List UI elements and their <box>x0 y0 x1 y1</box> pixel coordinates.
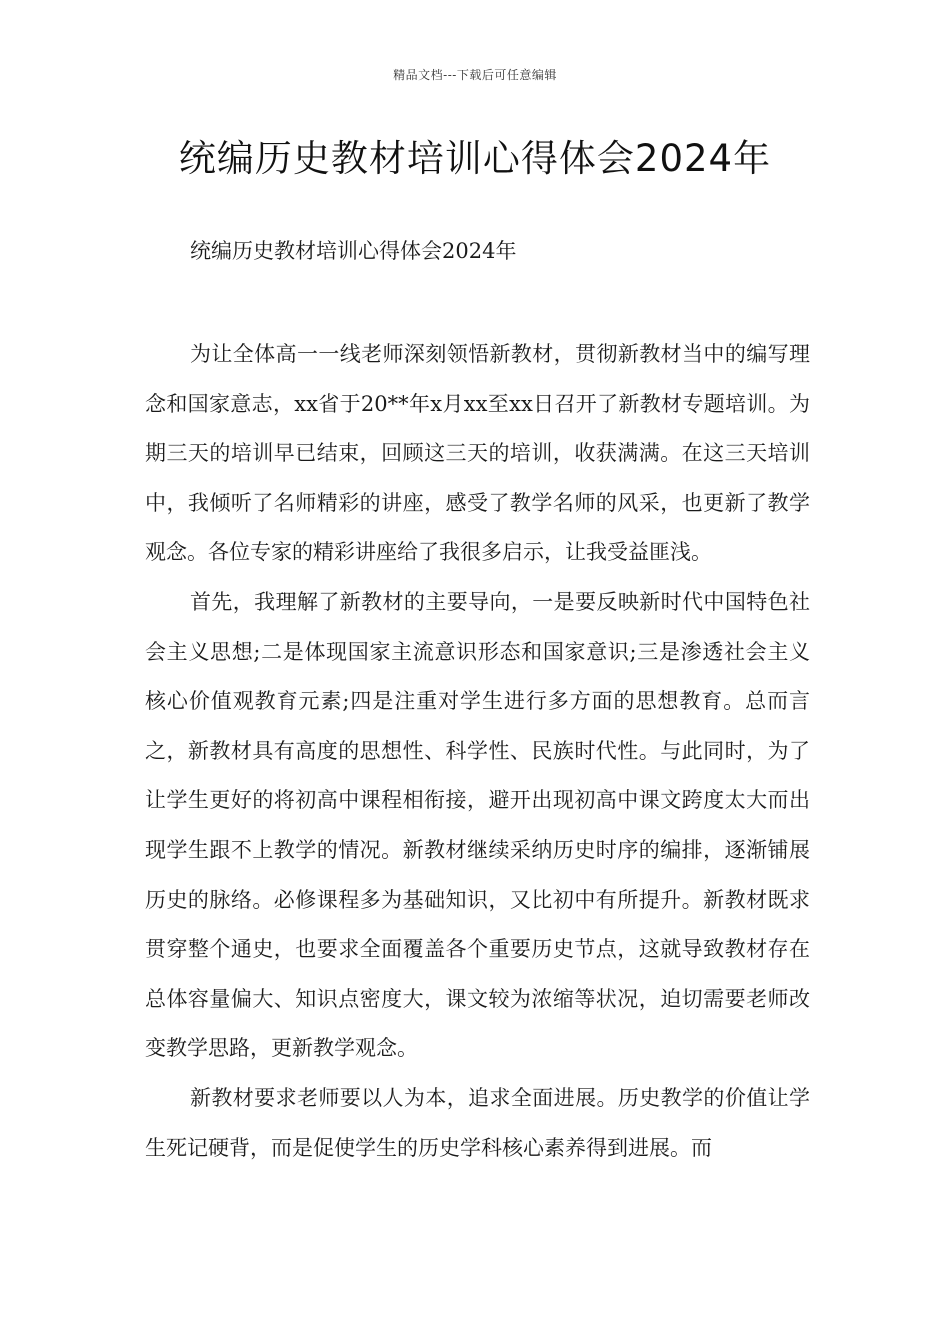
paragraph-first-point: 首先，我理解了新教材的主要导向，一是要反映新时代中国特色社会主义思想;二是体现国家主流意识形态和国家意识;三是渗透社会主义核心价值观教育元素;四是注重对学生进行多方面的思想教育。总而言之，新教材具有高度的思想性、科学性、民族时代性。与此同时，为了让学生更好的将初高中课程相衔接，避开出现初高中课文跨度太大而出现学生跟不上教学的情况。新教材继续采纳历史时序的编排，逐渐铺展历史的脉络。必修课程多为基础知识，又比初中有所提升。新教材既求贯穿整个通史，也要求全面覆盖各个重要历史节点，这就导致教材存在总体容量偏大、知识点密度大，课文较为浓缩等状况，迫切需要老师改变教学思路，更新教学观念。 <box>145 589 810 1061</box>
paragraph-teacher-requirements: 新教材要求老师要以人为本，追求全面进展。历史教学的价值让学生死记硬背，而是促使学生的历史学科核心素养得到进展。而 <box>145 1085 810 1160</box>
document-body <box>145 330 810 1173</box>
document-subtitle: 统编历史教材培训心得体会2024年 <box>190 239 517 263</box>
page-header: 精品文档---下载后可任意编辑 <box>393 68 557 82</box>
paragraph-intro: 为让全体高一一线老师深刻领悟新教材，贯彻新教材当中的编写理念和国家意志，xx省于20**年x月xx至xx日召开了新教材专题培训。为期三天的培训早已结束，回顾这三天的培训，收获满满。在这三天培训中，我倾听了名师精彩的讲座，感受了教学名师的风采，也更新了教学观念。各位专家的精彩讲座给了我很多启示，让我受益匪浅。 <box>145 342 810 565</box>
document-title: 统编历史教材培训心得体会2024年 <box>178 137 772 180</box>
